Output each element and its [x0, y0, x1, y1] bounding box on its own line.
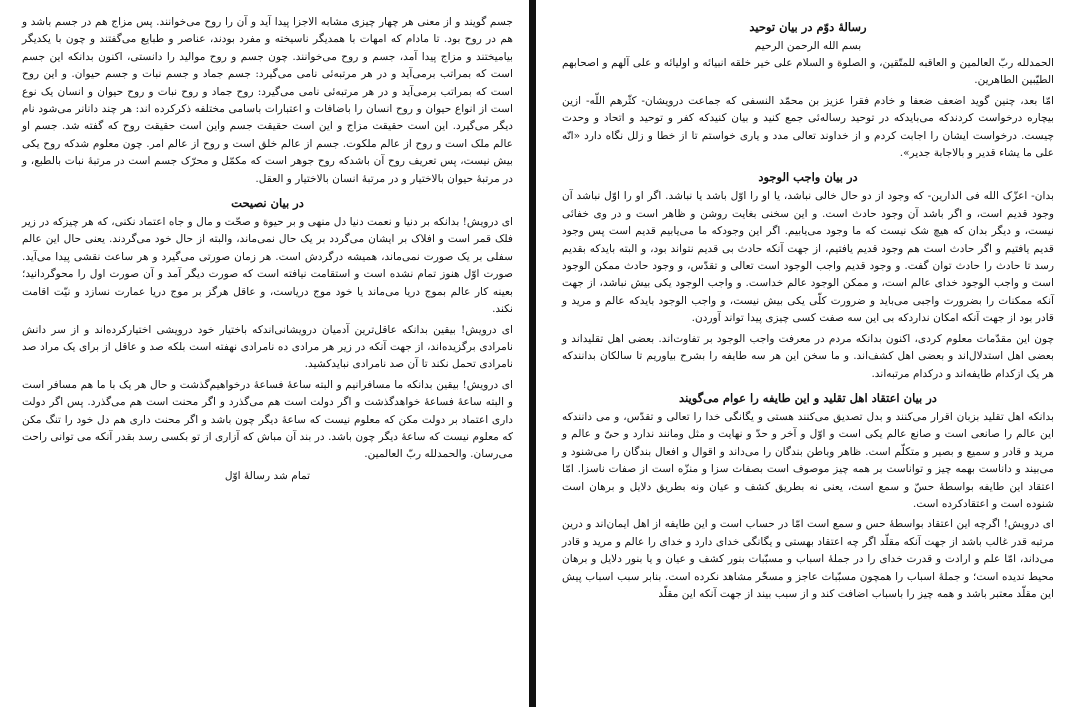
section-heading: در بیان نصیحت	[231, 196, 304, 211]
paragraph: بدان- اعزّک الله فی الدارین- که وجود از دو حال خالی نباشد، یا او را اوّل باشد یا نباشد. اگر او را اوّل نباشد آن وجود قدیم است، و اگر باشد آن وجود حادث است. و این سخنی بغایت روشن و ظاهر است و در وی خفائی نیست، و دیگر بدان که هیچ شک نیست که ما وجود می‌یابیم. اگر این وجودکه ما می‌یابیم قدیم است پس وجود قدیم یافتیم و اگر حادث است هم وجود قدیم یافتیم، از جهت آنکه حادث بی قدیم نتواند بود، و البته بایدکه بقدیم رسد تا حادث را حادث توان گفت. و وجود قدیم واجب الوجود است تعالی و تقدّس، و وجود حادث ممکن الوجود است و واجب الوجود خدای عالم است، و ممکن الوجود عالم خداست. و واجب الوجود یکی بیش نباشد، از جهت آنکه ممکنات را بضرورت واجبی می‌باید و ضرورت کلّی یکی بیش نیست، و واجب الوجود بایدکه عالم و مرید و قادر بود از جهت آنکه امکان نداردکه بی این سه صفت کسی چیزی پیدا تواند آوردن.	[562, 190, 1054, 325]
paragraph: امّا بعد، چنین گوید اضعف ضعفا و خادم فقرا عزیز بن محمّد النسفی که جماعت درویشان- کثّرهم اللّه- ازین بیچاره درخواست کردندکه می‌بایدکه در توحید رساله‌ئی جمع کنید و بیان کنیدکه کفر و توحید و اتحاد و وحدت چیست. درخواست ایشان را اجابت کردم و از خداوند تعالی مدد و یاری خواستم تا از خطا و زلل نگاه دارد «انّه علی ما یشاء قدیر و بالاجابة جدیر».	[562, 94, 1054, 160]
section-heading: در بیان واجب الوجود	[758, 170, 858, 185]
left-page	[0, 0, 529, 707]
paragraph: ای درویش! اگرچه این اعتقاد بواسطهٔ حس و سمع است امّا در حساب است و این طایفه از اهل ایمان‌اند و درین مرتبه قدر غالب باشد از جهت آنکه مقلّد اگر چه اعتقاد بهستی و یگانگی خدای دارد و خدای را عالم و مرید و قادر می‌داند، امّا علم و ارادت و قدرت خدای را در جملهٔ اسباب و مسبّبات بنور کشف و عیان و یا بنور دلایل و برهان محیط ندیده است؛ و جملهٔ اسباب را همچون مسبّبات عاجز و مسخّر مشاهد نکرده است. بنابر سبب اسباب پیش این مقلّد معتبر باشد و همه چیز را باسباب اضافت کند و از سبب بیند از جهت آنکه این مقلّد	[562, 518, 1054, 600]
paragraph: ای درویش! بیقین بدانکه ما مسافرانیم و البته ساعهٔ فساعهٔ درخواهیم‌گذشت و حال هر یک با ما هم مسافر است و البته ساعهٔ فساعهٔ خواهدگذشت و اگر دولت است هم می‌گذرد و اگر محنت است هم می‌گذرد. پس اگر دولت داری اعتماد بر دولت مکن که معلوم نیست که ساعهٔ دیگر چون باشد و اگر محنت داری هم دل خود را تنگ مکن که معلوم نیست که ساعهٔ دیگر چون باشد. در بند آن مباش که آزاری از تو بکسی رسد بقدر آنکه می توانی راحت می‌رسان. والحمدلله ربّ العالمین.	[22, 378, 513, 461]
paragraph: ای درویش! بیقین بدانکه عاقل‌ترین آدمیان درویشانی‌اندکه باختیار خود درویشی اختیارکرده‌اند و از سر دانش نامرادی برگزیده‌اند، از جهت آنکه در زیر هر مرادی ده نامرادی نهفته است بلکه صد و عاقل از برای یک مراد صد نامرادی تحمل نکند تا آن صد نامرادی نبایدکشید.	[22, 323, 513, 371]
basmala: بسم الله الرحمن الرحیم	[754, 40, 862, 52]
section-heading: در بیان اعتقاد اهل تقلید و این طایفه را عوام می‌گویند	[679, 390, 937, 405]
treatise-title: رسالهٔ دوّم در بیان توحید	[749, 20, 867, 34]
closing-line: تمام شد رسالهٔ اوّل	[224, 469, 311, 482]
page-divider	[529, 0, 536, 707]
paragraph: جسم گویند و از معنی هر چهار چیزی مشابه الاجزا پیدا آید و آن را روح می‌خوانند. پس مزاج هم در جسم باشد و هم در روح بود. تا مادام که امهات با همدیگر ناسیخته و مفرد بودند، عناصر و طبایع می‌گفتند و چون با یکدیگر بیامیختند و مزاج پیدا آمد، جسم و روح می‌خوانند. چون جسم و روح موالید را دانستی، اکنون بدانکه این جسم است که بمراتب برمی‌آید و در هر مرتبه‌ئی نامی می‌گیرد: جسم جماد و جسم نبات و جسم حیوان. و این روح است که بمراتب برمی‌آید و در هر مرتبه‌ئی نامی می‌گیرد: روح جماد و روح نبات و روح حیوان و انسان یک نوع است از انواع حیوان و روح انسان را باضافات و اعتبارات باسامی مختلفه ذکرکرده اند: هر چند دانانر می‌شود نام دیگر می‌گیرد. این است حقیقت مزاج و این است حقیقت جسم واین است حقیقت روح که گفته شد. جسم او عالم ملک است و روح از عالم ملکوت. جسم از عالم خلق است و روح از عالم امر. چون معلوم شدکه روح یکی بیش نیست، پس تعریف روح آن باشدکه روح جوهر است که مکمّل و محرّک جسم است در مرتبهٔ نبات بالطبع، و در مرتبهٔ حیوان بالاختیار و در مرتبهٔ انسان بالاختیار و العقل.	[22, 16, 513, 185]
paragraph: ای درویش! بدانکه بر دنیا و نعمت دنیا دل منهی و بر حیوة و صحّت و مال و جاه اعتماد نکنی، که هر چیزکه در زیر فلک قمر است و افلاک بر ایشان می‌گردد بر یک حال نمی‌ماند، والبته از حال خود می‌گردند. یعنی حال این عالم سفلی بر یک صورت نمی‌ماند، همیشه درگردش است. هر زمان صورتی می‌گیرد و هر ساعت نقشی پیدا می‌آید. صورت اوّل هنوز تمام نشده است و استقامت نیافته است که صورت دیگر آمد و آن صورت اول را محوگردانید؛ بعینه کار عالم بموج دریا می‌ماند یا خود موج دریاست، و عاقل هرگز بر موج دریا عمارت نسازد و نیّت اقامت نکند.	[22, 216, 513, 316]
paragraph: بدانکه اهل تقلید بزبان اقرار می‌کنند و بدل تصدیق می‌کنند هستی و یگانگی خدا را تعالی و تقدّس، و می دانندکه این عالم را صانعی است و صانع عالم یکی است و اوّل و آخر و حدّ و نهایت و مثل ومانند ندارد و حیّ و عالم و مرید و قادر و سمیع و بصیر و متکلّم است. ظاهر وباطن بندگان را می‌داند و اقوال و افعال بندگان را می‌شنود و می‌بیند و داناست بهمه چیز و تواناست بر همه چیز موصوف است بصفات سزا و منزّه است از صفات ناسزا. امّا اعتقاد این طایفه بواسطهٔ حسّ و سمع است، یعنی نه بطریق کشف و عیان ونه بطریق دلایل و برهان است شنوده است و اعتقادکرده است.	[562, 410, 1054, 510]
paragraph: الحمدلله ربّ العالمین و العاقبه للمتّقین، و الصلوة و السلام علی خیر خلقه انبیائه و اولیائه و علی آلهم و اصحابهم الطیّبین الطاهرین.	[562, 57, 1054, 87]
right-page	[536, 0, 1066, 707]
paragraph: چون این مقدّمات معلوم کردی، اکنون بدانکه مردم در معرفت واجب الوجود بر تفاوت‌اند. بعضی اهل تقلیداند و بعضی اهل استدلال‌اند و بعضی اهل کشف‌اند. و ما سخن این هر سه طایفه را بشرح بیاوریم تا سالکان بدانندکه هر یک ازکدام طایفه‌اند و درکدام مرتبه‌اند.	[562, 332, 1054, 380]
